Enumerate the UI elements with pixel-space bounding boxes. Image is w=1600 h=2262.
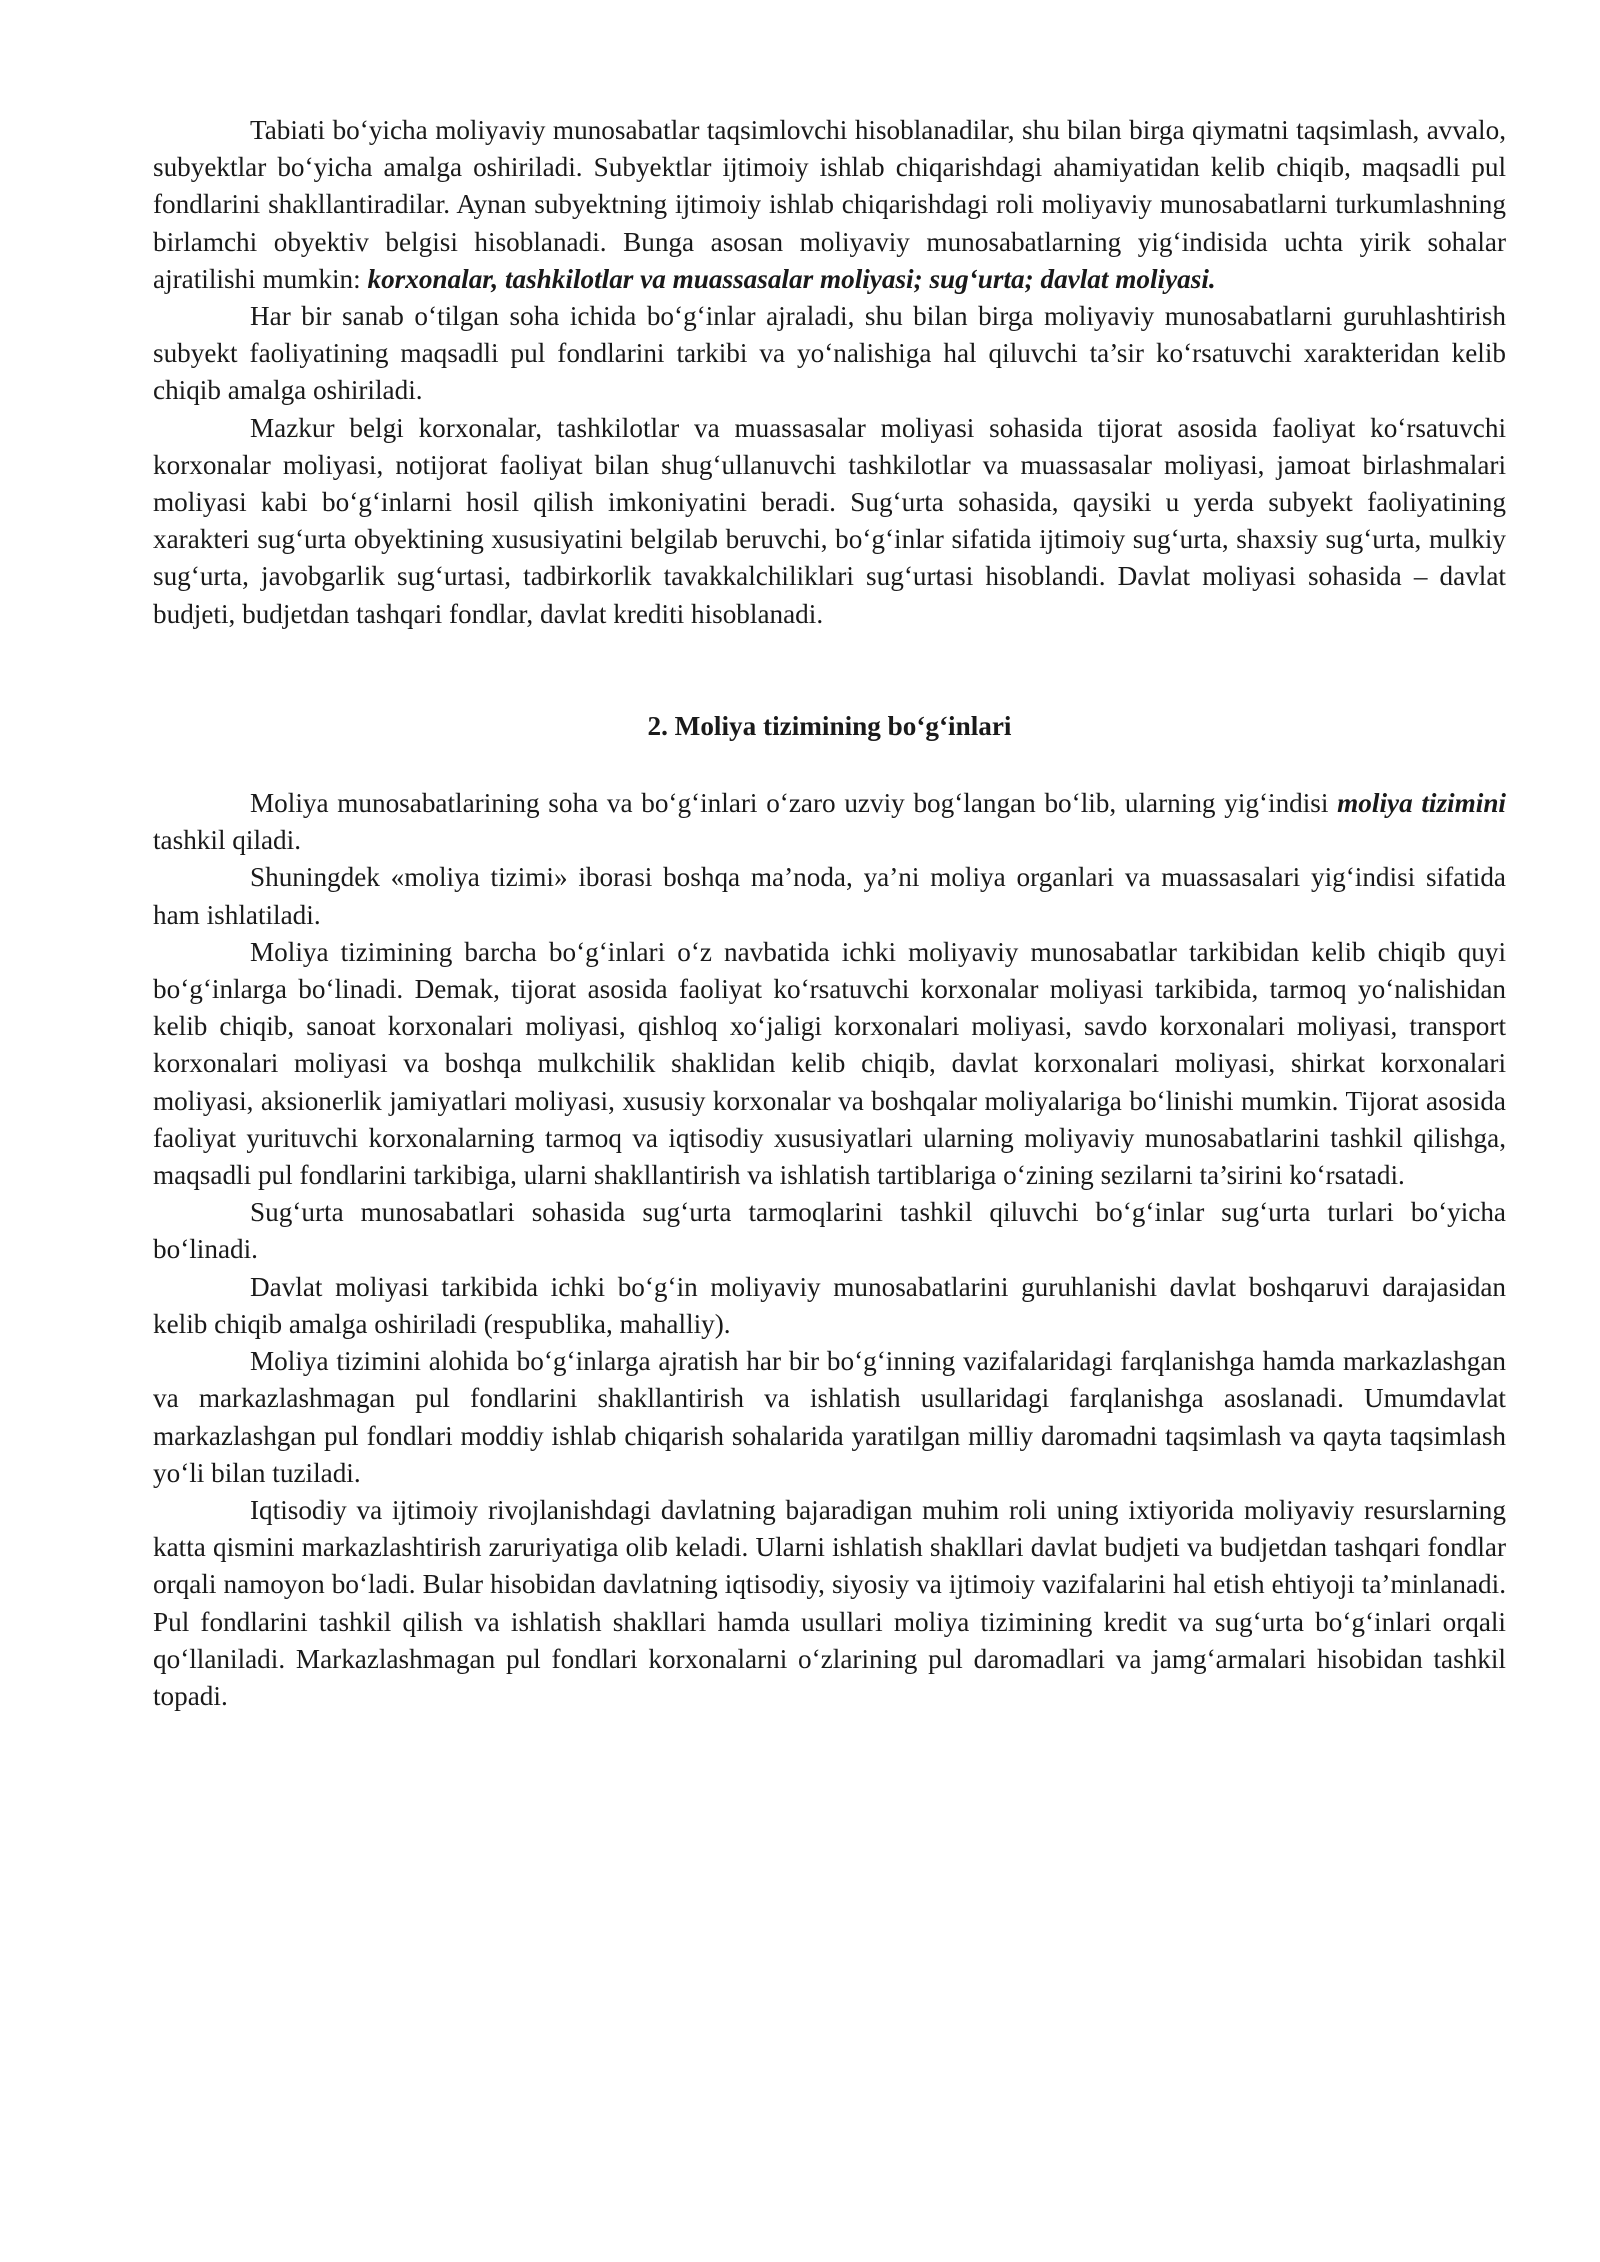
paragraph: Moliya tizimining barcha bo‘g‘inlari o‘z navbatida ichki moliyaviy munosabatlar tarkibidan kelib chiqib quyi bo‘g‘inlarga bo‘linadi. Demak, tijorat asosida faoliyat ko‘rsatuvchi korxonalar moliyasi tarkibida, tarmoq yo‘nalishidan kelib chiqib, sanoat korxonalari moliyasi, qishloq xo‘jaligi korxonalari moliyasi, savdo korxonalari moliyasi, transport korxonalari moliyasi va boshqa mulkchilik shaklidan kelib chiqib, davlat korxonalari moliyasi, shirkat korxonalari moliyasi, aksionerlik jamiyatlari moliyasi, xususiy korxonalar va boshqalar moliyalariga bo‘linishi mumkin. Tijorat asosida faoliyat yurituvchi korxonalarning tarmoq va iqtisodiy xususiyatlari ularning moliyaviy munosabatlarini tashkil qilishga, maqsadli pul fondlarini tarkibiga, ularni shakllantirish va ishlatish tartiblariga o‘zining sezilarni ta’sirini ko‘rsatadi.	[153, 936, 1506, 1191]
paragraph: Shuningdek «moliya tizimi» iborasi boshqa ma’noda, ya’ni moliya organlari va muassasalari yig‘indisi sifatida ham ishlatiladi.	[153, 862, 1506, 930]
paragraph: Iqtisodiy va ijtimoiy rivojlanishdagi davlatning bajaradigan muhim roli uning ixtiyorida moliyaviy resurslarning katta qismini markazlashtirish zaruriyatiga olib keladi. Ularni ishlatish shakllari davlat budjeti va budjetdan tashqari fondlar orqali namoyon bo‘ladi. Bular hisobidan davlatning iqtisodiy, siyosiy va ijtimoiy vazifalarini hal etish ehtiyoji ta’minlanadi. Pul fondlarini tashkil qilish va ishlatish shakllari hamda usullari moliya tizimining kredit va sug‘urta bo‘g‘inlari orqali qo‘llaniladi. Markazlashmagan pul fondlari korxonalarni o‘zlarining pul daromadlari va jamg‘armalari hisobidan tashkil topadi.	[153, 1494, 1506, 1711]
paragraph: Har bir sanab o‘tilgan soha ichida bo‘g‘inlar ajraladi, shu bilan birga moliyaviy munosabatlarni guruhlashtirish subyekt faoliyatining maqsadli pul fondlarini tarkibi va yo‘nalishiga hal qiluvchi ta’sir ko‘rsatuvchi xarakteridan kelib chiqib amalga oshiriladi.	[153, 301, 1506, 406]
paragraph-text: Tabiati bo‘yicha moliyaviy munosabatlar taqsimlovchi hisoblanadilar, shu bilan birga qiymatni taqsimlash, avvalo, subyektlar bo‘yicha amalga oshiriladi. Subyektlar ijtimoiy ishlab chiqarishdagi ahamiyatidan kelib chiqib, maqsadli pul fondlarini shakllantiradilar. Aynan subyektning ijtimoiy ishlab chiqarishdagi roli moliyaviy munosabatlarni turkumlashning birlamchi obyektiv belgisi hisoblanadi. Bunga asosan moliyaviy munosabatlarning yig‘indisida uchta yirik sohalar ajratilishi mumkin:	[153, 115, 1506, 294]
paragraph	[153, 785, 1506, 859]
paragraph: Moliya tizimini alohida bo‘g‘inlarga ajratish har bir bo‘g‘inning vazifalaridagi farqlanishga hamda markazlashgan va markazlashmagan pul fondlarini shakllantirish va ishlatish usullaridagi farqlanishga asoslanadi. Umumdavlat markazlashgan pul fondlari moddiy ishlab chiqarish sohalarida yaratilgan milliy daromadni taqsimlash va qayta taqsimlash yo‘li bilan tuziladi.	[153, 1346, 1506, 1488]
paragraph-text: tashkil qiladi.	[153, 825, 302, 856]
paragraph	[153, 112, 1506, 298]
paragraph: Mazkur belgi korxonalar, tashkilotlar va muassasalar moliyasi sohasida tijorat asosida faoliyat ko‘rsatuvchi korxonalar moliyasi, notijorat faoliyat bilan shug‘ullanuvchi tashkilotlar va muassasalar moliyasi, jamoat birlashmalari moliyasi kabi bo‘g‘inlarni hosil qilish imkoniyatini beradi. Sug‘urta sohasida, qaysiki u yerda subyekt faoliyatining xarakteri sug‘urta obyektining xususiyatini belgilab beruvchi, bo‘g‘inlar sifatida ijtimoiy sug‘urta, shaxsiy sug‘urta, mulkiy sug‘urta, javobgarlik sug‘urtasi, tadbirkorlik tavakkalchiliklari sug‘urtasi hisoblandi. Davlat moliyasi sohasida – davlat budjeti, budjetdan tashqari fondlar, davlat krediti hisoblanadi.	[153, 412, 1506, 629]
document-page	[153, 112, 1506, 1715]
paragraph-text: Moliya munosabatlarining soha va bo‘g‘inlari o‘zaro uzviy bog‘langan bo‘lib, ularning yig‘indisi	[250, 788, 1338, 819]
emphasized-text: moliya tizimini	[1337, 788, 1506, 819]
paragraph: Davlat moliyasi tarkibida ichki bo‘g‘in moliyaviy munosabatlarini guruhlanishi davlat boshqaruvi darajasidan kelib chiqib amalga oshiriladi (respublika, mahalliy).	[153, 1271, 1506, 1339]
emphasized-text: korxonalar, tashkilotlar va muassasalar moliyasi; sug‘urta; davlat moliyasi.	[367, 263, 1216, 294]
section-heading: 2. Moliya tizimining bo‘g‘inlari	[647, 710, 1012, 741]
paragraph: Sug‘urta munosabatlari sohasida sug‘urta tarmoqlarini tashkil qiluvchi bo‘g‘inlar sug‘urta turlari bo‘yicha bo‘linadi.	[153, 1197, 1506, 1265]
